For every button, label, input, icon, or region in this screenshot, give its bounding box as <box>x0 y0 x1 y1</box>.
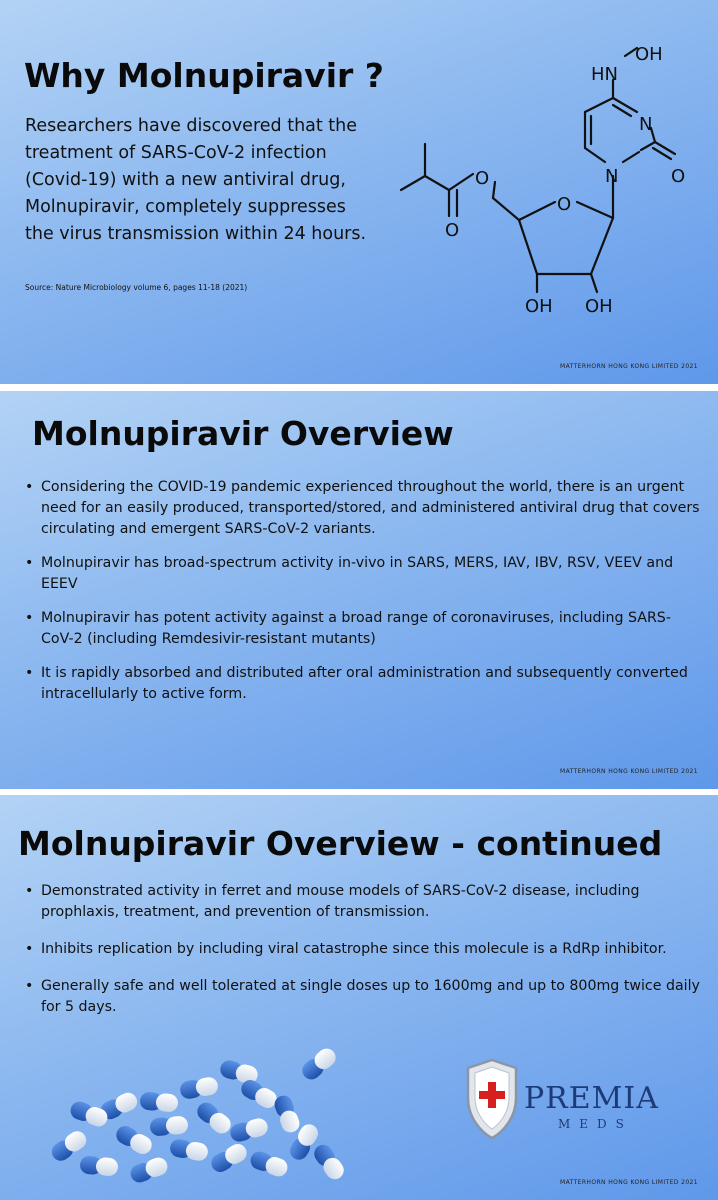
bullet-item: • It is rapidly absorbed and distributed after oral administration and subsequently converted intracellularly to active form. <box>23 663 703 705</box>
bullet-item: • Considering the COVID-19 pandemic experienced throughout the world, there is an urgent need for an easily produced, transported/stored, and administered antiviral drug that covers circulating and emergent SARS-CoV-2 variants. <box>23 477 703 540</box>
slide-why-molnupiravir <box>0 0 718 384</box>
bullet-item: • Generally safe and well tolerated at single doses up to 1600mg and up to 800mg twice daily for 5 days. <box>23 976 703 1018</box>
bullet-item: • Molnupiravir has potent activity against a broad range of coronaviruses, including SARS-CoV-2 (including Remdesivir-resistant mutants) <box>23 608 703 650</box>
slide-molnupiravir-overview <box>0 391 718 789</box>
atom-label-oh-left: OH <box>525 296 553 317</box>
atom-label-o-ester: O <box>475 168 490 189</box>
atom-label-hn: HN <box>591 64 618 85</box>
slide-footer: MATTERHORN HONG KONG LIMITED 2021 <box>560 363 698 370</box>
atom-label-n-right: N <box>639 114 653 135</box>
atom-label-n-ring: N <box>605 166 619 187</box>
slide-title: Molnupiravir Overview <box>32 414 454 453</box>
slide-lead-text: Researchers have discovered that the treatment of SARS-CoV-2 infection (Covid-19) with a new antiviral drug, Molnupiravir, completely suppresses the virus transmission within 24 hours. <box>25 116 367 244</box>
logo-name: PREMIA <box>524 1081 659 1116</box>
atom-label-oh-top: OH <box>635 44 663 65</box>
bullet-item: • Inhibits replication by including viral catastrophe since this molecule is a RdRp inhibitor. <box>23 939 703 960</box>
slide-footer: MATTERHORN HONG KONG LIMITED 2021 <box>560 768 698 775</box>
source-citation: Source: Nature Microbiology volume 6, pages 11-18 (2021) <box>25 283 248 292</box>
slide-title: Molnupiravir Overview - continued <box>18 824 663 863</box>
bullet-item: • Demonstrated activity in ferret and mouse models of SARS-CoV-2 disease, including prophlaxis, treatment, and prevention of transmission. <box>23 881 703 923</box>
atom-label-oh-right: OH <box>585 296 613 317</box>
bullet-list <box>23 477 703 718</box>
logo-subtitle: MEDS <box>558 1117 633 1131</box>
capsule-pills-illustration <box>30 1045 380 1195</box>
premia-meds-logo <box>460 1050 680 1150</box>
atom-label-o-carbonyl: O <box>671 166 686 187</box>
slide-title: Why Molnupiravir ? <box>24 56 384 95</box>
atom-label-o-acyl: O <box>445 220 460 241</box>
molnupiravir-structure-diagram <box>385 30 705 330</box>
slide-molnupiravir-overview-continued <box>0 795 718 1200</box>
bullet-list <box>23 881 703 1034</box>
slide-footer: MATTERHORN HONG KONG LIMITED 2021 <box>560 1179 698 1186</box>
atom-label-o-ring: O <box>557 194 572 215</box>
bullet-item: • Molnupiravir has broad-spectrum activity in-vivo in SARS, MERS, IAV, IBV, RSV, VEEV and EEEV <box>23 553 703 595</box>
